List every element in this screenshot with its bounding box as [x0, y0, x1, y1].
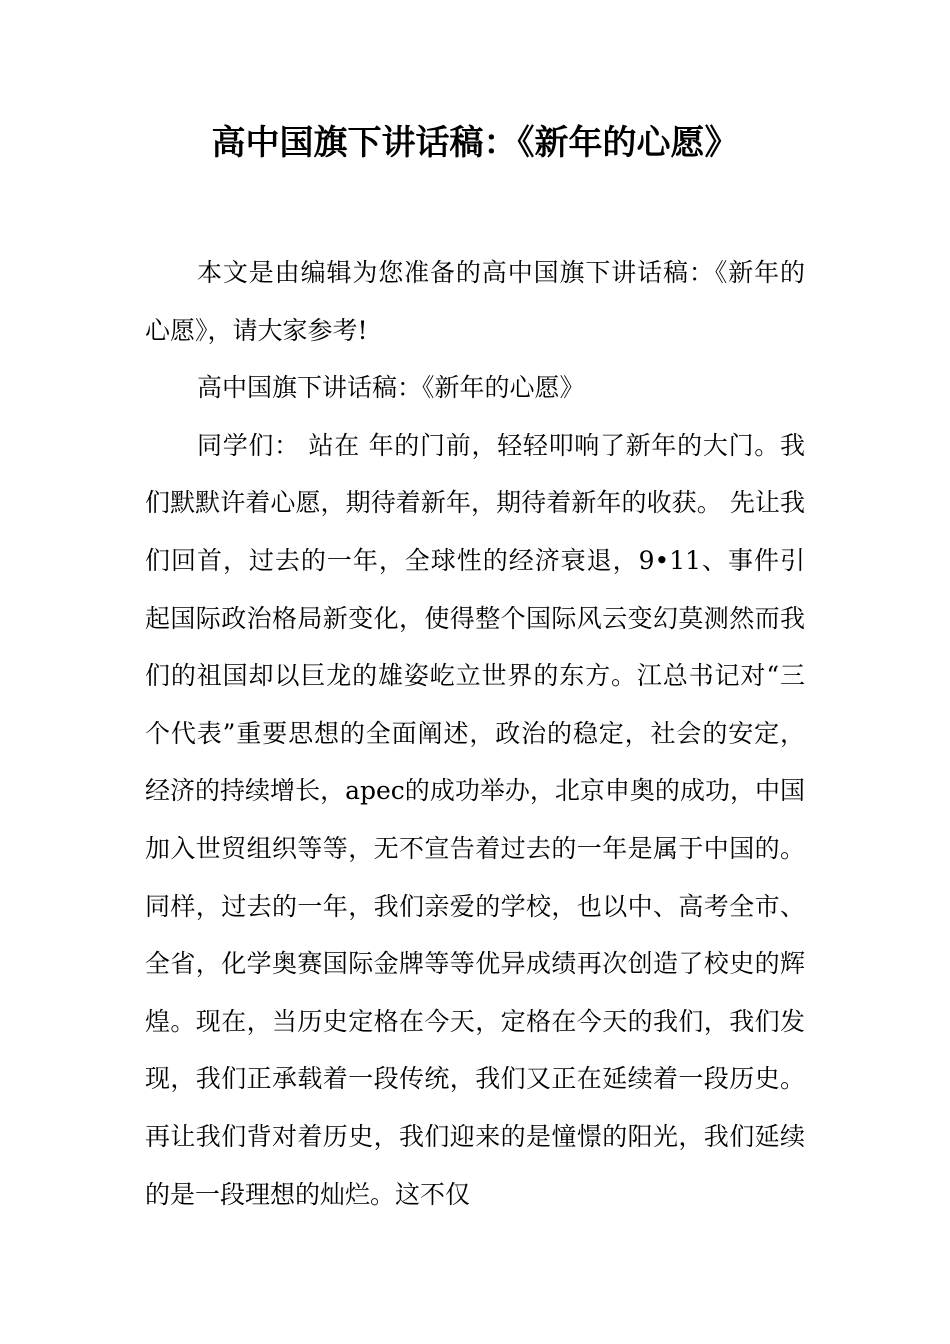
- document-title: 高中国旗下讲话稿：《新年的心愿》: [211, 123, 739, 163]
- subtitle-paragraph: 高中国旗下讲话稿：《新年的心愿》: [197, 373, 585, 403]
- speech-paragraph: 同学们： 站在 年的门前，轻轻叩响了新年的大门。我们默默许着心愿，期待着新年，期待着新年的收获。 先让我们回首，过去的一年，全球性的经济衰退，9•11、事件引起国际政治格局新变化，使得整个国际风云变幻莫测然而我们的祖国却以巨龙的雄姿屹立世界的东方。江总书记对“三个代表”重要思想的全面阐述，政治的稳定，社会的安定，经济的持续增长，apec的成功举办，北京申奥的成功，中国加入世贸组织等等，无不宣告着过去的一年是属于中国的。同样，过去的一年，我们亲爱的学校，也以中、高考全市、全省，化学奥赛国际金牌等等优异成绩再次创造了校史的辉煌。现在，当历史定格在今天，定格在今天的我们，我们发现，我们正承载着一段传统，我们又正在延续着一段历史。 再让我们背对着历史，我们迎来的是憧憬的阳光，我们延续的是一段理想的灿烂。这不仅: [145, 430, 805, 1209]
- document-body: [145, 244, 805, 1223]
- intro-paragraph: 本文是由编辑为您准备的高中国旗下讲话稿：《新年的心愿》，请大家参考!: [145, 258, 805, 345]
